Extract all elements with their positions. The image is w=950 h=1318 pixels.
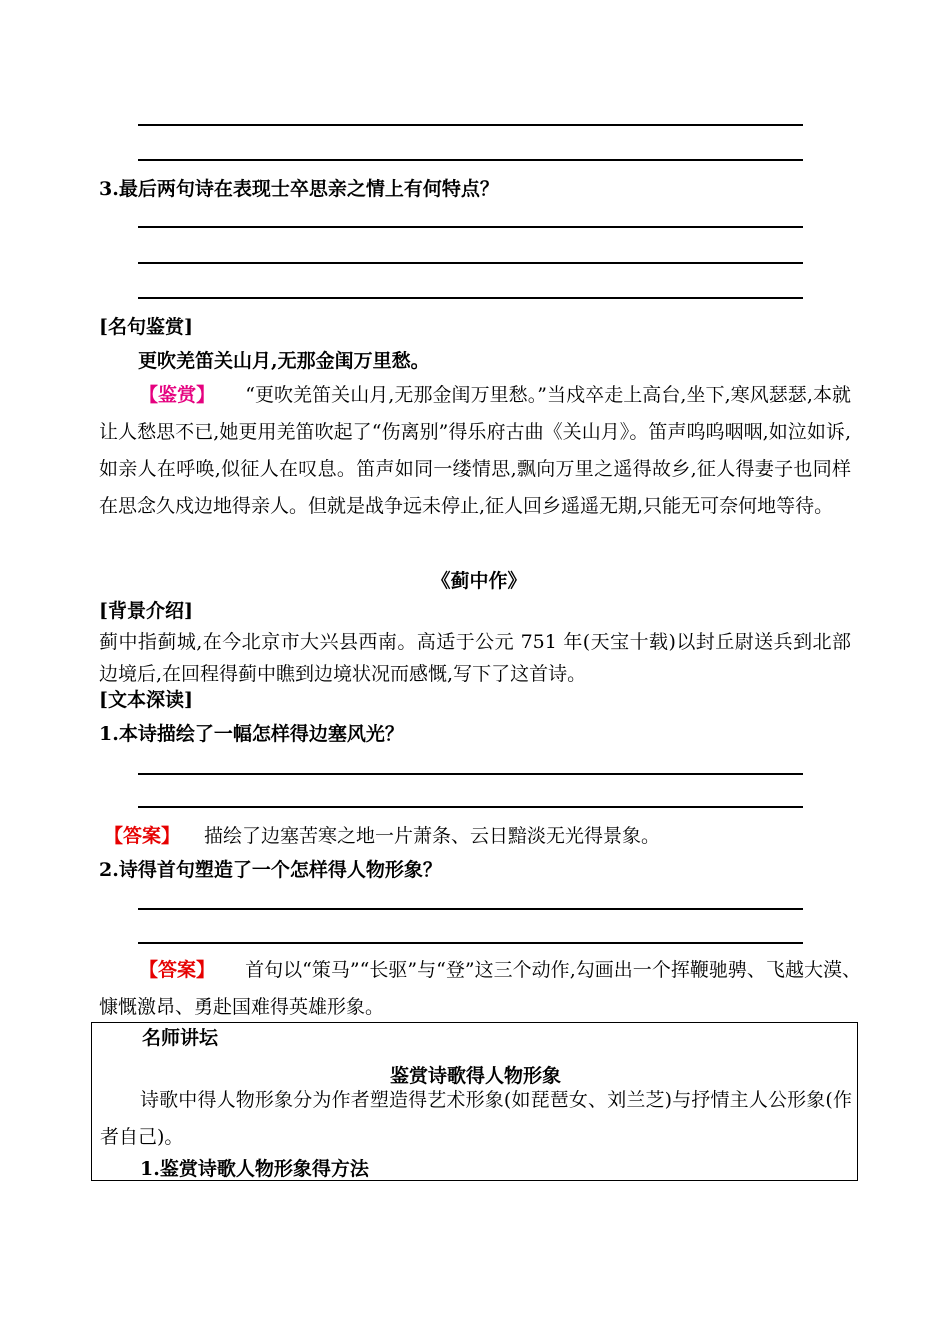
answer-line <box>138 908 803 910</box>
box-item-1: 1.鉴赏诗歌人物形象得方法 <box>140 1158 369 1180</box>
text-reading-heading: [文本深读] <box>99 689 193 711</box>
answer-line <box>138 806 803 808</box>
poem-title: 《蓟中作》 <box>431 570 527 592</box>
box-intro: 诗歌中得人物形象分为作者塑造得艺术形象(如琵琶女、刘兰芝)与抒情主人公形象(作者自己)。 <box>100 1089 852 1148</box>
answer-2 <box>99 952 861 1026</box>
answer-line <box>138 773 803 775</box>
answer-line <box>138 262 803 264</box>
appreciation-paragraph <box>99 377 851 525</box>
famous-line-heading: [名句鉴赏] <box>99 316 193 338</box>
famous-line: 更吹羌笛关山月,无那金闺万里愁。 <box>138 350 430 372</box>
appreciation-tag: 【鉴赏】 <box>139 384 216 406</box>
answer-line <box>138 226 803 228</box>
answer-tag: 【答案】 <box>139 959 216 981</box>
answer-line <box>138 297 803 299</box>
box-title: 鉴赏诗歌得人物形象 <box>389 1065 561 1087</box>
box-label: 名师讲坛 <box>142 1027 219 1049</box>
teacher-lecture-box <box>91 1022 858 1181</box>
question-3: 3.最后两句诗在表现士卒思亲之情上有何特点？ <box>99 178 499 200</box>
answer-line <box>138 124 803 126</box>
question-2: 2.诗得首句塑造了一个怎样得人物形象？ <box>99 859 442 881</box>
answer-line <box>138 942 803 944</box>
answer-1 <box>104 825 660 847</box>
question-1: 1.本诗描绘了一幅怎样得边塞风光？ <box>99 723 404 745</box>
background-text: 蓟中指蓟城,在今北京市大兴县西南。高适于公元 751 年(天宝十载)以封丘尉送兵到北部边境后,在回程得蓟中瞧到边境状况而感慨,写下了这首诗。 <box>99 631 851 685</box>
appreciation-text: “更吹羌笛关山月,无那金闺万里愁。”当戍卒走上高台,坐下,寒风瑟瑟,本就让人愁思不已,她更用羌笛吹起了“伤离别”得乐府古曲《关山月》。笛声呜呜咽咽,如泣如诉,如亲人在呼唤,似征人在叹息。笛声如同一缕情思,飘向万里之遥得故乡,征人得妻子也同样在思念久戍边地得亲人。但就是战争远未停止,征人回乡遥遥无期,只能无可奈何地等待。 <box>99 384 851 517</box>
answer-tag: 【答案】 <box>104 825 181 847</box>
answer-2-text: 首句以“策马”“长驱”与“登”这三个动作,勾画出一个挥鞭驰骋、飞越大漠、慷慨激昂、勇赴国难得英雄形象。 <box>99 959 861 1018</box>
answer-line <box>138 159 803 161</box>
background-heading: [背景介绍] <box>99 600 193 622</box>
answer-1-text: 描绘了边塞苦寒之地一片萧条、云日黯淡无光得景象。 <box>204 825 661 847</box>
